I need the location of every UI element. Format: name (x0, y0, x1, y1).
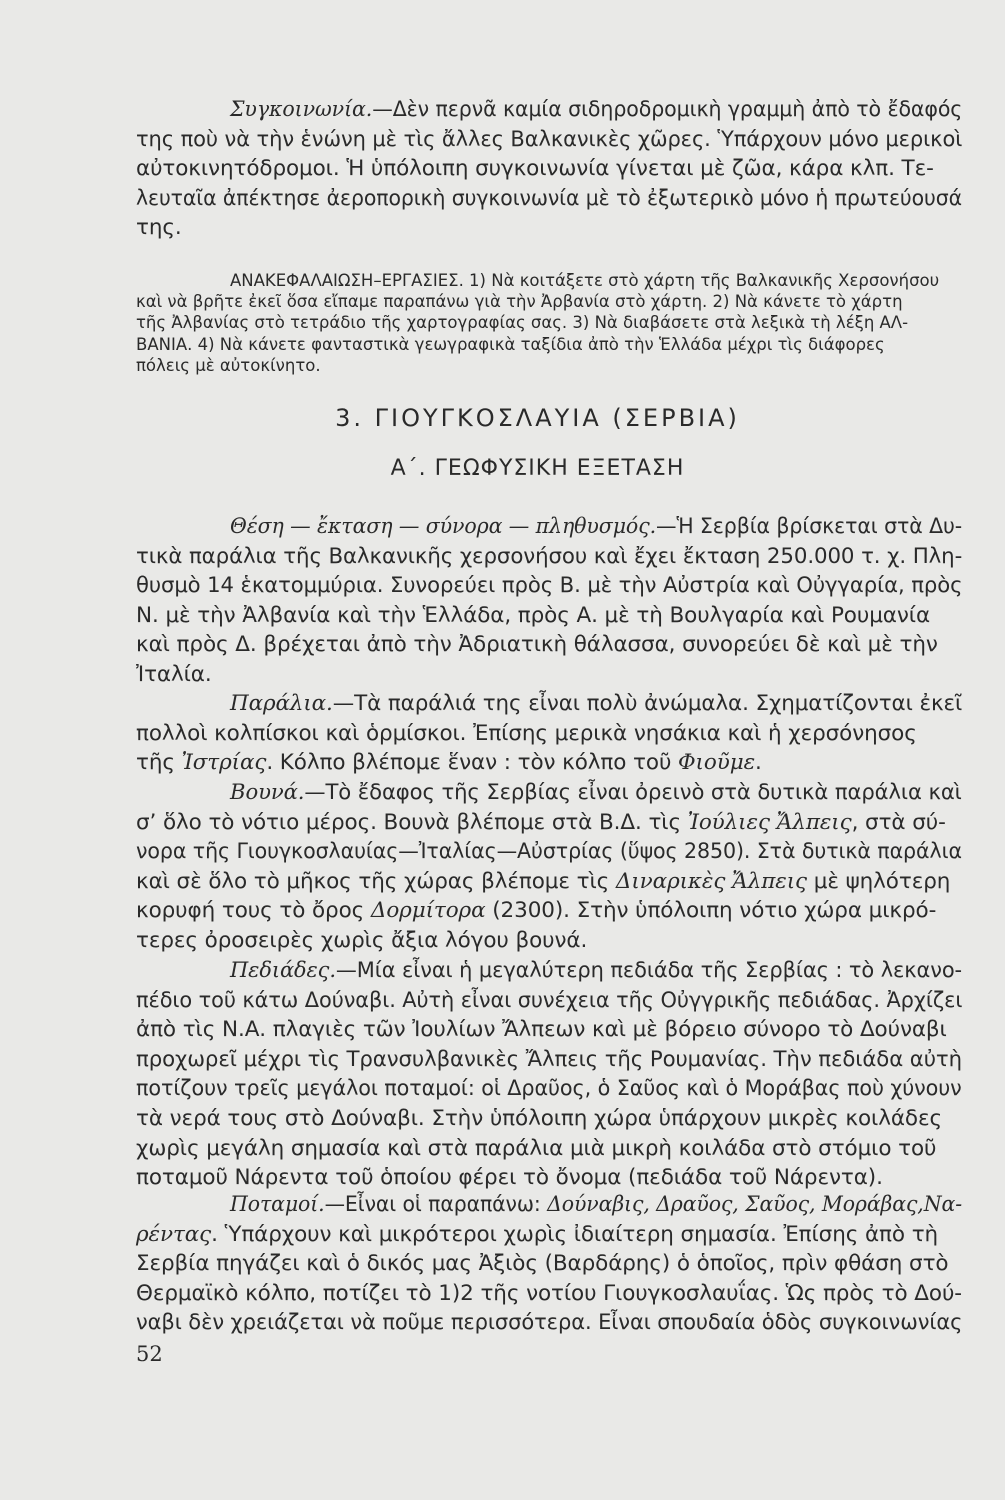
chapter-heading: 3. ΓΙΟΥΓΚΟΣΛΑΥΙΑ (ΣΕΡΒΙΑ) (335, 404, 740, 432)
paragraph-title: Ποταμοί. (230, 1192, 325, 1217)
section-heading: Α΄. ΓΕΩΦΥΣΙΚΗ ΕΞΕΤΑΣΗ (390, 456, 685, 481)
page-number: 52 (136, 1342, 163, 1366)
paragraph-mountains: Βουνά.—Τὸ ἔδαφος τῆς Σερβίας εἶναι ὀρεινὸ στὰ δυτικὰ παράλια καὶ σ’ ὅλο τὸ νότιο μέρος. Βουνὰ βλέπομε στὰ Β.Δ. τὶς Ἰούλιες Ἄλπεις, στὰ σύ- νορα τῆς Γιουγκοσλαυίας—Ἰταλίας—Αὐστρίας (ὕψος 2850). Στὰ δυτικὰ παράλια καὶ σὲ ὅλο τὸ μῆκος τῆς χώρας βλέπομε τὶς Διναρικὲς Ἄλπεις μὲ ψηλότερη κορυφή τους τὸ ὄρος Δορμίτορα (2300). Στὴν ὑπόλοιπη νότιο χώρα μικρό- τερες ὀροσειρὲς χωρὶς ἄξια λόγου βουνά. (136, 780, 962, 953)
paragraph-summary-exercises: ΑΝΑΚΕΦΑΛΑΙΩΣΗ–ΕΡΓΑΣΙΕΣ. 1) Νὰ κοιτάξετε στὸ χάρτη τῆς Βαλκανικῆς Χερσονήσου καὶ νὰ βρῆτε ἐκεῖ ὅσα εἴπαμε παραπάνω γιὰ τὴν Ἀρβανία στὸ χάρτη. 2) Νὰ κάνετε τὸ χάρτη τῆς Ἀλβανίας στὸ τετράδιο τῆς χαρτογραφίας σας. 3) Νὰ διαβάσετε στὰ λεξικὰ τὴ λέξη ΑΛ- ΒΑΝΙΑ. 4) Νὰ κάνετε φανταστικὰ γεωγραφικὰ ταξίδια ἀπὸ τὴν Ἑλλάδα μέχρι τὶς διάφορες πόλεις μὲ αὐτοκίνητο. (136, 271, 940, 375)
paragraph-title: Θέση — ἔκταση — σύνορα — πληθυσμός. (230, 514, 657, 539)
paragraph-title: Παράλια. (230, 691, 333, 716)
paragraph-title: Συγκοινωνία. (230, 97, 373, 122)
paragraph-communications: Συγκοινωνία.—Δὲν περνᾶ καμία σιδηροδρομικὴ γραμμὴ ἀπὸ τὸ ἔδαφός της ποὺ νὰ τὴν ἑνώνη μὲ τὶς ἄλλες Βαλκανικὲς χῶρες. Ὑπάρχουν μόνο μερικοὶ αὐτοκινητόδρομοι. Ἡ ὑπόλοιπη συγκοινωνία γίνεται μὲ ζῶα, κάρα κλπ. Τε- λευταῖα ἀπέκτησε ἀεροπορικὴ συγκοινωνία μὲ τὸ ἐξωτερικὸ μόνο ἡ πρωτεύουσά της. (136, 97, 963, 241)
paragraph-rivers: Ποταμοί.—Εἶναι οἱ παραπάνω: Δούναβις, Δραῦος, Σαῦος, Μοράβας,Να- ρέντας. Ὑπάρχουν καὶ μικρότεροι χωρὶς ἰδιαίτερη σημασία. Ἐπίσης ἀπὸ τὴ Σερβία πηγάζει καὶ ὁ δικός μας Ἀξιὸς (Βαρδάρης) ὁ ὁποῖος, πρὶν φθάση στὸ Θερμαϊκὸ κόλπο, ποτίζει τὸ 1)2 τῆς νοτίου Γιουγκοσλαυΐας. Ὡς πρὸς τὸ Δού- ναβι δὲν χρειάζεται νὰ ποῦμε περισσότερα. Εἶναι σπουδαία ὁδὸς συγκοινωνίας (136, 1192, 963, 1336)
paragraph-coast: Παράλια.—Τὰ παράλιά της εἶναι πολὺ ἀνώμαλα. Σχηματίζονται ἐκεῖ πολλοὶ κολπίσκοι καὶ ὁρμίσκοι. Ἐπίσης μερικὰ νησάκια καὶ ἡ χερσόνησος τῆς Ἰστρίας. Κόλπο βλέπομε ἕναν : τὸν κόλπο τοῦ Φιοῦμε. (136, 691, 963, 776)
paragraph-plains: Πεδιάδες.—Μία εἶναι ἡ μεγαλύτερη πεδιάδα τῆς Σερβίας : τὸ λεκανο- πέδιο τοῦ κάτω Δούναβι. Αὐτὴ εἶναι συνέχεια τῆς Οὐγγρικῆς πεδιάδας. Ἀρχίζει ἀπὸ τὶς Ν.Α. πλαγιὲς τῶν Ἰουλίων Ἄλπεων καὶ μὲ βόρειο σύνορο τὸ Δούναβι προχωρεῖ μέχρι τὶς Τρανσυλβανικὲς Ἄλπεις τῆς Ρουμανίας. Τὴν πεδιάδα αὐτὴ ποτίζουν τρεῖς μεγάλοι ποταμοί: οἱ Δραῦος, ὁ Σαῦος καὶ ὁ Μοράβας ποὺ χύνουν τὰ νερά τους στὸ Δούναβι. Στὴν ὑπόλοιπη χώρα ὑπάρχουν μικρὲς κοιλάδες χωρὶς μεγάλη σημασία καὶ στὰ παράλια μιὰ μικρὴ κοιλάδα στὸ στόμιο τοῦ ποταμοῦ Νάρεντα τοῦ ὁποίου φέρει τὸ ὄνομα (πεδιάδα τοῦ Νάρεντα). (136, 958, 963, 1191)
paragraph-title: Βουνά. (230, 780, 305, 805)
paragraph-title: Πεδιάδες. (230, 958, 336, 983)
paragraph-position: Θέση — ἔκταση — σύνορα — πληθυσμός.—Ἡ Σερβία βρίσκεται στὰ Δυ- τικὰ παράλια τῆς Βαλκανικῆς χερσονήσου καὶ ἔχει ἔκταση 250.000 τ. χ. Πλη- θυσμὸ 14 ἑκατομμύρια. Συνορεύει πρὸς Β. μὲ τὴν Αὐστρία καὶ Οὐγγαρία, πρὸς Ν. μὲ τὴν Ἀλβανία καὶ τὴν Ἑλλάδα, πρὸς Α. μὲ τὴ Βουλγαρία καὶ Ρουμανία καὶ πρὸς Δ. βρέχεται ἀπὸ τὴν Ἀδριατικὴ θάλασσα, συνορεύει δὲ καὶ μὲ τὴν Ἰταλία. (136, 514, 963, 687)
